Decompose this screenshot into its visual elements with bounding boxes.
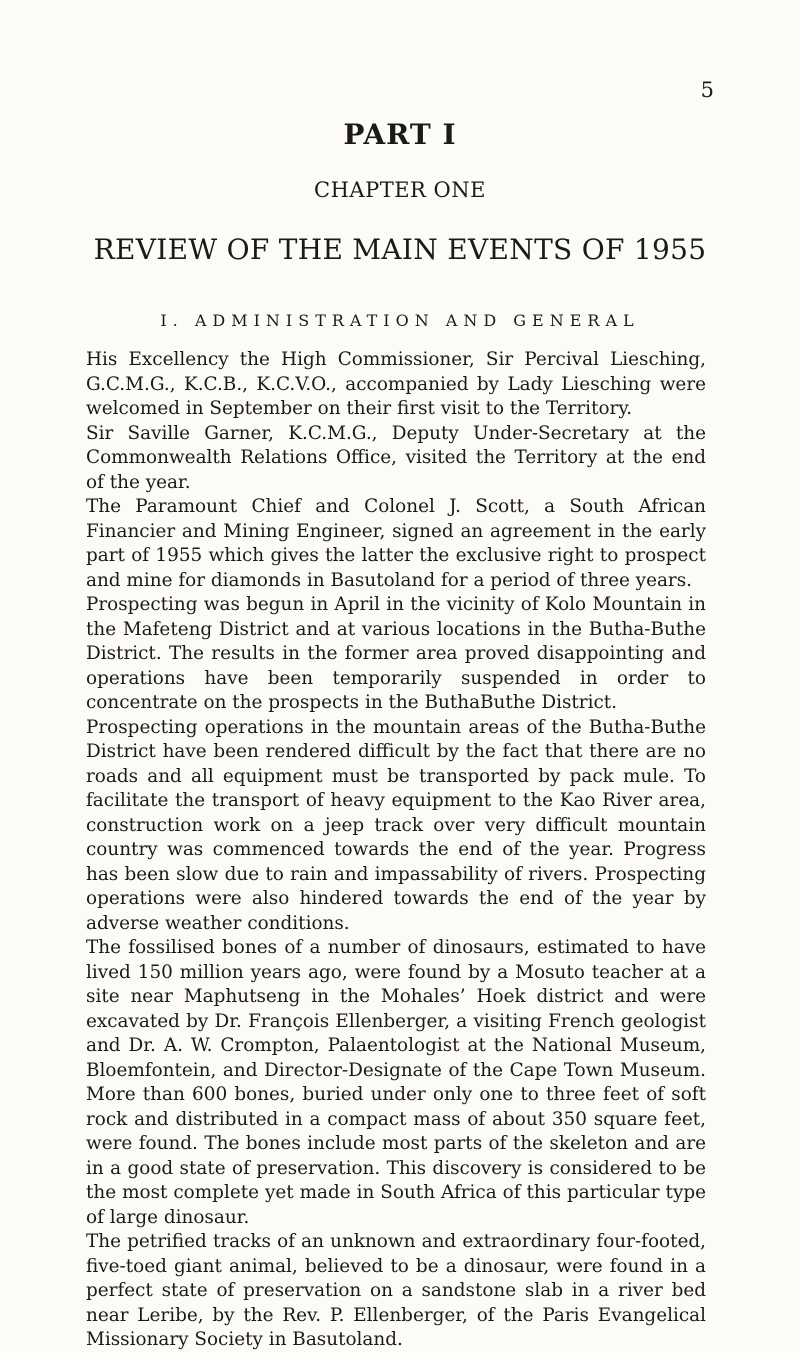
body-text	[86, 348, 706, 1353]
paragraph-7: The petrified tracks of an unknown and extraordinary four-footed, five-toed giant animal, believed to be a dinosaur, were found in a perfect state of preservation on a sandstone slab in a river bed near Leribe, by the Rev. P. Ellenberger, of the Paris Evangelical Missionary Society in Basutoland.	[86, 1231, 706, 1350]
page-number: 5	[700, 78, 714, 102]
paragraph-4: Prospecting was begun in April in the vicinity of Kolo Mountain in the Mafeteng District and at various locations in the Butha-Buthe District. The results in the former area proved disappointing and operations have been temporarily suspended in order to concentrate on the prospects in the ButhaButhe District.	[86, 594, 706, 713]
paragraph-6: The fossilised bones of a number of dinosaurs, estimated to have lived 150 million years ago, were found by a Mosuto teacher at a site near Maphutseng in the Mohales’ Hoek district and were excavated by Dr. François Ellenberger, a visiting French geologist and Dr. A. W. Crompton, Palaentologist at the National Museum, Bloemfontein, and Director-Designate of the Cape Town Museum. More than 600 bones, buried under only one to three feet of soft rock and distributed in a compact mass of about 350 square feet, were found. The bones include most parts of the skeleton and are in a good state of preservation. This discovery is considered to be the most complete yet made in South Africa of this particular type of large dinosaur.	[86, 937, 706, 1228]
paragraph-1: His Excellency the High Commissioner, Sir Percival Liesching, G.C.M.G., K.C.B., K.C.V.O., accompanied by Lady Liesching were welcomed in September on their first visit to the Territory.	[86, 349, 706, 419]
paragraph-2: Sir Saville Garner, K.C.M.G., Deputy Under-Secretary at the Commonwealth Relations Office, visited the Territory at the end of the year.	[86, 422, 706, 493]
part-heading: PART I	[343, 118, 457, 151]
page-title: REVIEW OF THE MAIN EVENTS OF 1955	[93, 233, 707, 266]
section-heading: I. ADMINISTRATION AND GENERAL	[160, 311, 640, 330]
paragraph-3: The Paramount Chief and Colonel J. Scott, a South African Financier and Mining Engineer, signed an agreement in the early part of 1955 which gives the latter the exclusive right to prospect and mine for diamonds in Basutoland for a period of three years.	[86, 496, 706, 591]
chapter-heading: CHAPTER ONE	[314, 178, 486, 202]
paragraph-5: Prospecting operations in the mountain areas of the Butha-Buthe District have been rendered difficult by the fact that there are no roads and all equipment must be transported by pack mule. To facilitate the transport of heavy equipment to the Kao River area, construction work on a jeep track over very difficult mountain country was commenced towards the end of the year. Progress has been slow due to rain and impassability of rivers. Prospecting operations were also hindered towards the end of the year by adverse weather conditions.	[86, 716, 706, 934]
